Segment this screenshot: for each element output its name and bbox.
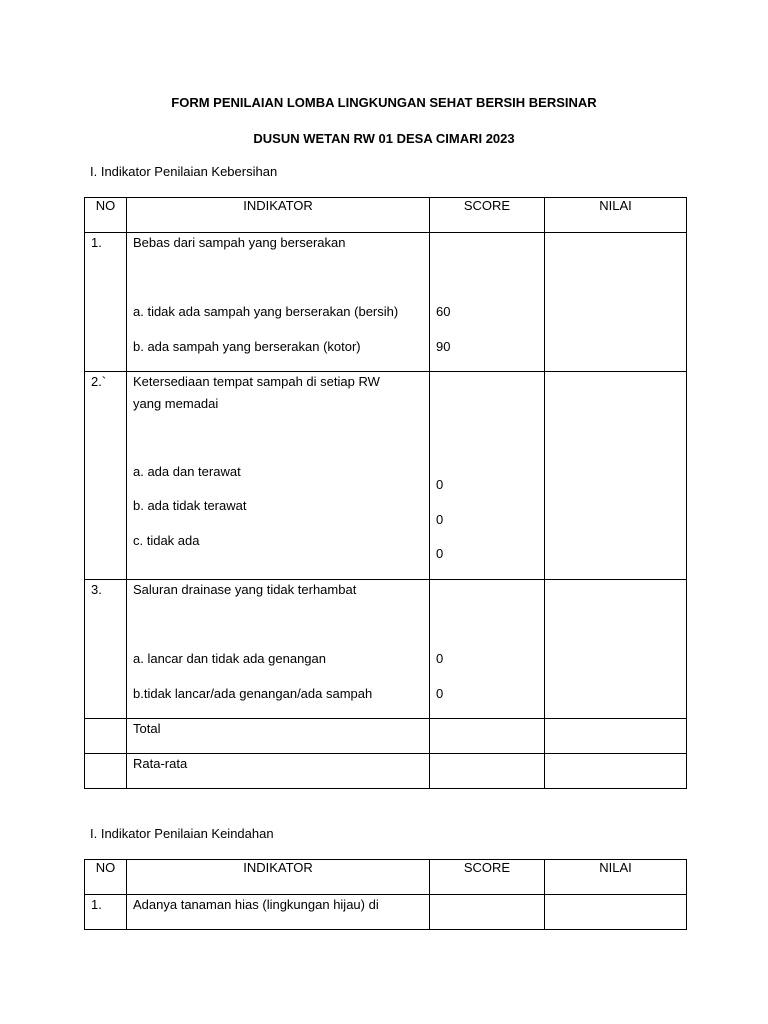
- form-title: FORM PENILAIAN LOMBA LINGKUNGAN SEHAT BERSIH BERSINAR: [171, 95, 597, 110]
- header-indikator: INDIKATOR: [127, 860, 430, 895]
- nilai-cell[interactable]: [545, 372, 687, 580]
- header-no: NO: [85, 860, 127, 895]
- option-score: 0: [436, 512, 444, 527]
- option-label: b. ada sampah yang berserakan (kotor): [133, 339, 361, 354]
- option-score: 60: [436, 304, 451, 319]
- score-cell[interactable]: [430, 895, 545, 930]
- total-label: Total: [133, 721, 161, 736]
- row-number: 3.: [91, 582, 102, 597]
- table-kebersihan: [84, 197, 687, 789]
- option-score: 0: [436, 477, 444, 492]
- option-label: a. lancar dan tidak ada genangan: [133, 651, 326, 666]
- option-score: 0: [436, 546, 444, 561]
- indicator-title: Saluran drainase yang tidak terhambat: [133, 582, 357, 597]
- option-label: a. ada dan terawat: [133, 464, 241, 479]
- form-subtitle: DUSUN WETAN RW 01 DESA CIMARI 2023: [253, 131, 515, 146]
- nilai-cell[interactable]: [545, 580, 687, 719]
- option-label: b. ada tidak terawat: [133, 498, 247, 513]
- indicator-title: Adanya tanaman hias (lingkungan hijau) di: [133, 897, 379, 912]
- average-score-cell[interactable]: [430, 754, 545, 789]
- option-score: 0: [436, 686, 444, 701]
- indicator-title: Bebas dari sampah yang berserakan: [133, 235, 346, 250]
- average-nilai-cell[interactable]: [545, 754, 687, 789]
- table-header-row: [85, 860, 687, 895]
- row-number: 2.`: [91, 374, 107, 389]
- indicator-title: Ketersediaan tempat sampah di setiap RW: [133, 374, 380, 389]
- table-row: [85, 233, 687, 372]
- option-label: a. tidak ada sampah yang berserakan (bersih): [133, 304, 399, 319]
- average-label: Rata-rata: [133, 756, 188, 771]
- header-nilai: NILAI: [545, 860, 687, 895]
- table-row: [85, 580, 687, 719]
- header-nilai: NILAI: [545, 198, 687, 233]
- option-score: 0: [436, 651, 444, 666]
- section-heading-keindahan: I. Indikator Penilaian Keindahan: [90, 826, 274, 841]
- table-row: [85, 895, 687, 930]
- total-row: [85, 719, 687, 754]
- header-score: SCORE: [430, 860, 545, 895]
- option-label: c. tidak ada: [133, 533, 200, 548]
- table-header-row: [85, 198, 687, 233]
- total-nilai-cell[interactable]: [545, 719, 687, 754]
- total-score-cell[interactable]: [430, 719, 545, 754]
- row-number: 1.: [91, 235, 102, 250]
- section-heading-kebersihan: I. Indikator Penilaian Kebersihan: [90, 164, 278, 179]
- header-indikator: INDIKATOR: [127, 198, 430, 233]
- nilai-cell[interactable]: [545, 233, 687, 372]
- header-no: NO: [85, 198, 127, 233]
- average-row: [85, 754, 687, 789]
- row-number: 1.: [91, 897, 102, 912]
- table-row: [85, 372, 687, 580]
- header-score: SCORE: [430, 198, 545, 233]
- option-label: b.tidak lancar/ada genangan/ada sampah: [133, 686, 373, 701]
- option-score: 90: [436, 339, 451, 354]
- nilai-cell[interactable]: [545, 895, 687, 930]
- indicator-title-cont: yang memadai: [133, 396, 219, 411]
- table-keindahan: [84, 859, 687, 930]
